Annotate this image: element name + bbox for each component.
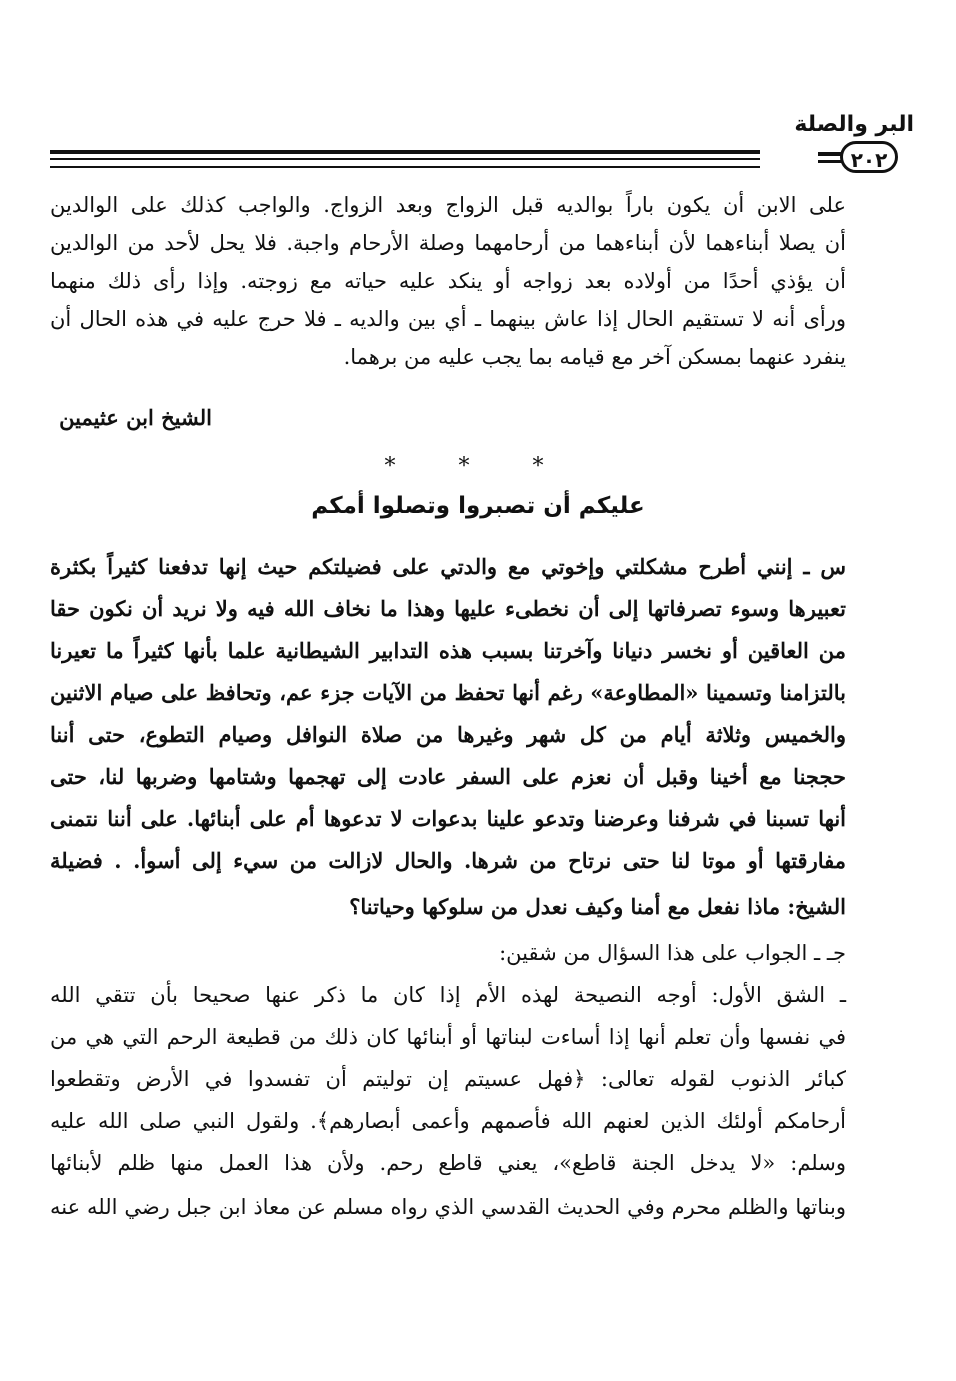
answer2-line-5: أرحامكم أولئك الذين لعنهم الله فأصمهم وأعمى أبصارهم﴾. ولقول النبي صلى الله عليه [50, 1109, 846, 1133]
header-rule-bottom [50, 166, 760, 168]
answer1-line-4: ورأى أنه لا تستقيم الحال إذا عاش بينهما ـ أي بين والديه ـ فلا حرج عليه في هذه الحال أن [50, 307, 846, 331]
separator-stars: * * * [384, 454, 572, 479]
question-line-7: أنها تسبنا في شرفنا وعرضنا وتدعو علينا بدعوات لا تدعوها أم على أبنائها. على أننا نتمنى [50, 806, 846, 831]
question-line-1: س ـ إنني أطرح مشكلتي وإخوتي مع والدتي على فضيلتكم حيث إنها تدفعنا كثيراً بكثرة [50, 554, 846, 579]
signature: الشيخ ابن عثيمين [59, 405, 212, 430]
question-line-5: والخميس وثلاثة أيام من كل شهر وغيرها من صلاة النوافل وصيام التطوع، حتى أننا [50, 722, 846, 747]
question-line-4: بالتزامنا وتسمينا «المطاوعة» رغم أنها تحفظ من الآيات جزء عم، وتحافظ على صيام الاثنين [50, 680, 846, 705]
answer2-line-1: جـ ـ الجواب على هذا السؤال من شقين: [499, 941, 846, 965]
header-rule-thin [50, 158, 760, 160]
question-line-9: الشيخ: ماذا نفعل مع أمنا وكيف نعدل من سلوكها وحياتنا؟ [349, 894, 846, 919]
answer2-line-6: وسلم: «لا يدخل الجنة قاطع»، يعني قاطع رحم. ولأن هذا العمل منها ظلم لأبنائها [50, 1151, 846, 1175]
question-line-3: من العاقين أو نخسر دنيانا وآخرتنا بسبب هذه التدابير الشيطانية علما بأنها كثيراً ما تعيرنا [50, 638, 846, 663]
question-line-6: حججنا مع أخينا وقبل أن نعزم على السفر عادت إلى تهجمها وشتامها وضربها لنا، حتى [50, 764, 846, 789]
answer1-line-2: أن يصلا أبناءهما لأن أبناءهما من أرحامهما وصلة الأرحام واجبة. فلا يحل لأحد من الوالدين [50, 231, 846, 255]
section-title: عليكم أن تصبروا وتصلوا أمكم [311, 493, 645, 519]
question-line-2: تعبيرها وسوء تصرفاتها إلى أن نخطىء عليها وهذا ما نخاف الله فيه ولا نريد أن نكون حقا [50, 596, 846, 621]
answer2-line-4: كبائر الذنوب لقوله تعالى: ﴿فهل عسيتم إن توليتم أن تفسدوا في الأرض وتقطعوا [50, 1067, 846, 1091]
header-rule-thick [50, 150, 760, 154]
page-number: ٢٠٢ [840, 141, 898, 173]
answer2-line-7: وبناتها والظلم محرم وفي الحديث القدسي الذي رواه مسلم عن معاذ ابن جبل رضي الله عنه [50, 1195, 846, 1219]
answer2-line-3: في نفسها وأن تعلم أنها إذا أساءت لبناتها أو أبنائها كان ذلك من قطيعة الرحم التي هي من [50, 1025, 846, 1049]
answer2-line-2: ـ الشق الأول: أوجه النصيحة لهذه الأم إذا كان ما ذكر عنها صحيحا بأن تتقي الله [50, 983, 846, 1007]
question-line-8: مفارقتها أو موتا لنا حتى نرتاح من شرها. والحال لازالت من سيء إلى أسوأ. . فضيلة [50, 848, 846, 873]
answer1-line-1: على الابن أن يكون باراً بوالديه قبل الزواج وبعد الزواج. والواجب كذلك على الوالدين [50, 193, 846, 217]
running-title: البر والصلة [794, 112, 914, 137]
answer1-line-5: ينفرد عنهما بمسكن آخر مع قيامه بما يجب عليه من برهما. [343, 345, 846, 369]
answer1-line-3: أن يؤذي أحدًا من أولاده بعد زواجه أو ينكد عليه حياته مع زوجته. وإذا رأى ذلك منهما [50, 269, 846, 293]
